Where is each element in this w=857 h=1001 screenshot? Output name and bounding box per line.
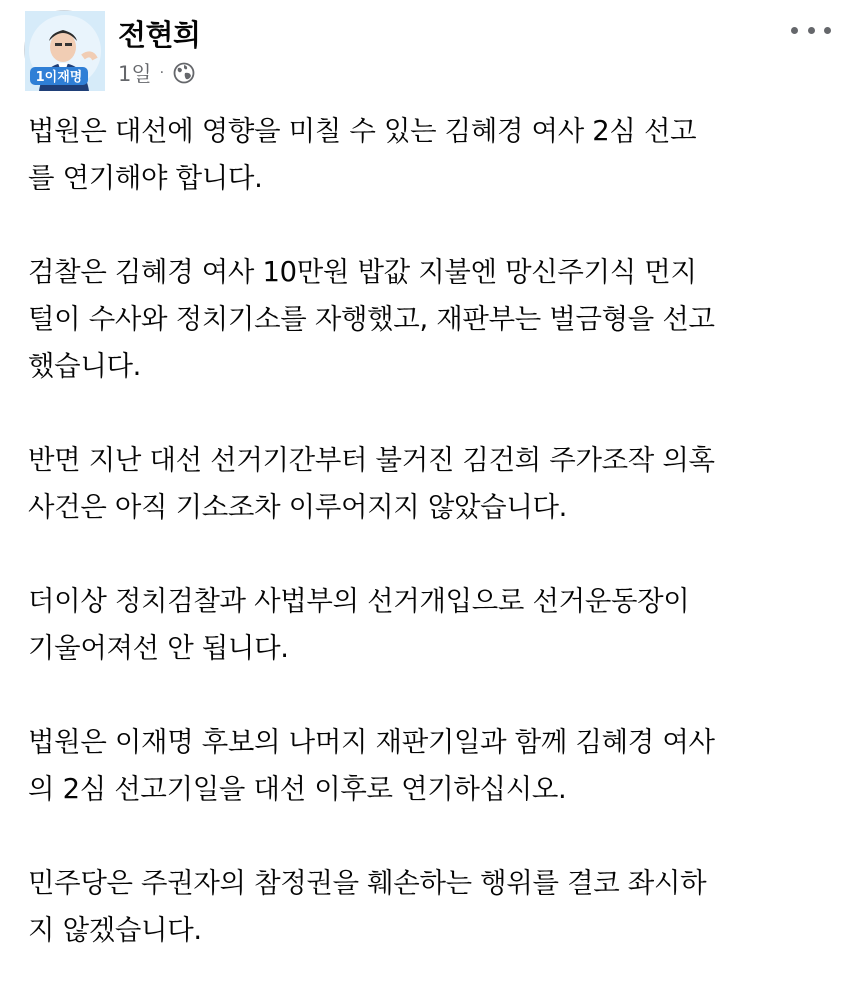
paragraph-line: 를 연기해야 합니다. [28,163,263,194]
author-avatar[interactable] [24,10,104,90]
post-time[interactable]: 1일 [118,62,152,86]
globe-icon[interactable] [173,62,195,84]
paragraph-line: 했습니다. [28,351,142,382]
post-paragraph-5 [28,719,838,813]
post-paragraph-6 [28,860,838,954]
post-paragraph-1 [28,108,838,202]
post-text [28,108,838,1001]
post-paragraph-3 [28,437,838,531]
meta-separator: · [159,65,165,81]
post-meta [118,58,195,88]
paragraph-line: 더이상 정치검찰과 사법부의 선거개입으로 선거운동장이 [28,586,690,617]
more-options-button[interactable] [791,18,831,42]
paragraph-line: 사건은 아직 기소조차 이루어지지 않았습니다. [28,492,568,523]
paragraph-line: 법원은 대선에 영향을 미칠 수 있는 김혜경 여사 2심 선고 [28,116,697,147]
paragraph-line: 지 않겠습니다. [28,915,202,946]
post-header [0,0,857,100]
avatar-badge-text: 1이재명 [35,70,83,85]
paragraph-line: 기울어져선 안 됩니다. [28,633,289,664]
post-paragraph-4 [28,578,838,672]
post-paragraph-2 [28,249,838,390]
more-horizontal-icon [791,27,798,34]
paragraph-line: 털이 수사와 정치기소를 자행했고, 재판부는 벌금형을 선고 [28,304,715,335]
paragraph-line: 의 2심 선고기일을 대선 이후로 연기하십시오. [28,774,567,805]
avatar-image [25,11,105,91]
paragraph-line: 민주당은 주권자의 참정권을 훼손하는 행위를 결코 좌시하 [28,868,707,899]
paragraph-line: 검찰은 김혜경 여사 10만원 밥값 지불엔 망신주기식 먼지 [28,257,697,288]
author-name[interactable]: 전현희 [118,18,201,52]
paragraph-line: 법원은 이재명 후보의 나머지 재판기일과 함께 김혜경 여사 [28,727,715,758]
paragraph-line: 반면 지난 대선 선거기간부터 불거진 김건희 주가조작 의혹 [28,445,715,476]
